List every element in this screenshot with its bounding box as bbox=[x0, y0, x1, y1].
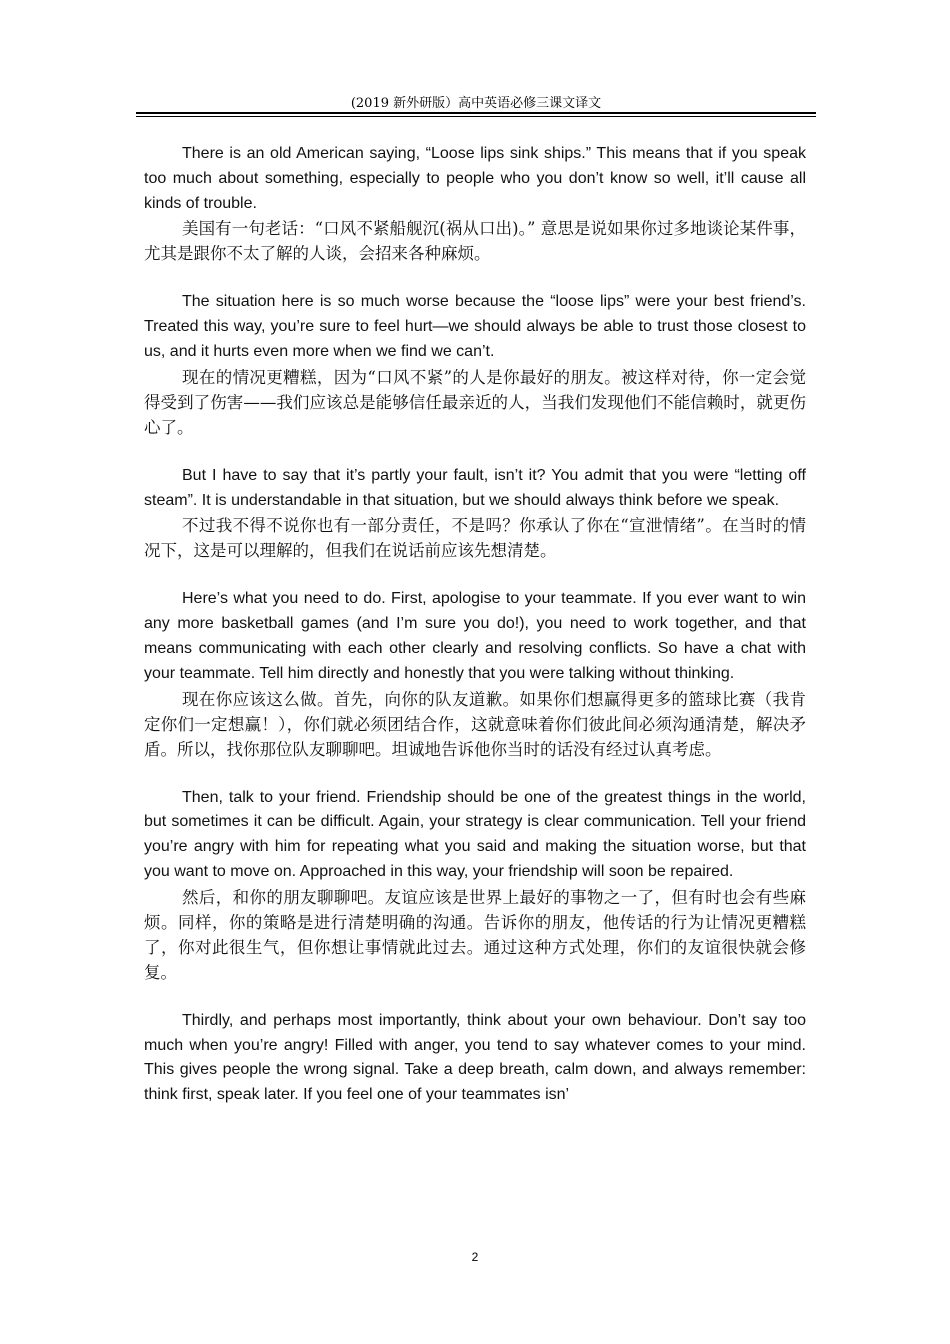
header-rule-thin bbox=[136, 116, 816, 117]
chinese-translation: 现在的情况更糟糕，因为“口风不紧”的人是你最好的朋友。被这样对待，你一定会觉得受到了伤害——我们应该总是能够信任最亲近的人，当我们发现他们不能信赖时，就更伤心了。 bbox=[144, 367, 806, 437]
english-paragraph: Thirdly, and perhaps most importantly, think about your own behaviour. Don’t say too much when you’re angry! Filled with anger, you tend to say whatever comes to your mind. This gives people the wrong signal. Take a deep breath, calm down, and always remember: think first, speak later. If you feel one of your teammates isn’ bbox=[144, 1011, 806, 1104]
header-rule-thick bbox=[136, 112, 816, 114]
english-paragraph: Here’s what you need to do. First, apologise to your teammate. If you ever want to win any more basketball games (and I’m sure you do!), you need to work together, and that means communicating with each other clearly and resolving conflicts. So have a chat with your teammate. Tell him directly and honestly that you were talking without thinking. bbox=[144, 590, 806, 682]
chinese-translation: 现在你应该这么做。首先，向你的队友道歉。如果你们想赢得更多的篮球比赛（我肯定你们一定想赢！），你们就必须团结合作，这就意味着你们彼此间必须沟通清楚，解决矛盾。所以，找你那位队友聊聊吧。坦诚地告诉他你当时的话没有经过认真考虑。 bbox=[144, 689, 806, 759]
english-paragraph: Then, talk to your friend. Friendship should be one of the greatest things in the world, but sometimes it can be difficult. Again, your strategy is clear communication. Tell your friend you’re angry with him for repeating what you said and making the situation worse, but that you want to move on. Approached in this way, your friendship will soon be repaired. bbox=[144, 788, 806, 880]
page-header: (2019 新外研版）高中英语必修三课文译文 bbox=[350, 96, 602, 111]
page-number: 2 bbox=[471, 1250, 479, 1264]
chinese-translation: 美国有一句老话：“口风不紧船舰沉(祸从口出)。” 意思是说如果你过多地谈论某件事，尤其是跟你不太了解的人谈，会招来各种麻烦。 bbox=[144, 219, 806, 264]
chinese-translation: 然后，和你的朋友聊聊吧。友谊应该是世界上最好的事物之一了，但有时也会有些麻烦。同样，你的策略是进行清楚明确的沟通。告诉你的朋友，他传话的行为让情况更糟糕了，你对此很生气，但你想让事情就此过去。通过这种方式处理，你们的友谊很快就会修复。 bbox=[144, 887, 806, 982]
document-body bbox=[144, 142, 806, 1108]
english-paragraph: The situation here is so much worse because the “loose lips” were your best friend’s. Treated this way, you’re sure to feel hurt—we should always be able to trust those closest to us, and it hurts even more when we find we can’t. bbox=[144, 293, 806, 360]
english-paragraph: But I have to say that it’s partly your fault, isn’t it? You admit that you were “letting off steam”. It is understandable in that situation, but we should always think before we speak. bbox=[144, 466, 806, 509]
chinese-translation: 不过我不得不说你也有一部分责任，不是吗？你承认了你在“宣泄情绪”。在当时的情况下，这是可以理解的，但我们在说话前应该先想清楚。 bbox=[144, 516, 806, 561]
english-paragraph: There is an old American saying, “Loose lips sink ships.” This means that if you speak too much about something, especially to people who you don’t know so well, it’ll cause all kinds of trouble. bbox=[144, 145, 806, 212]
